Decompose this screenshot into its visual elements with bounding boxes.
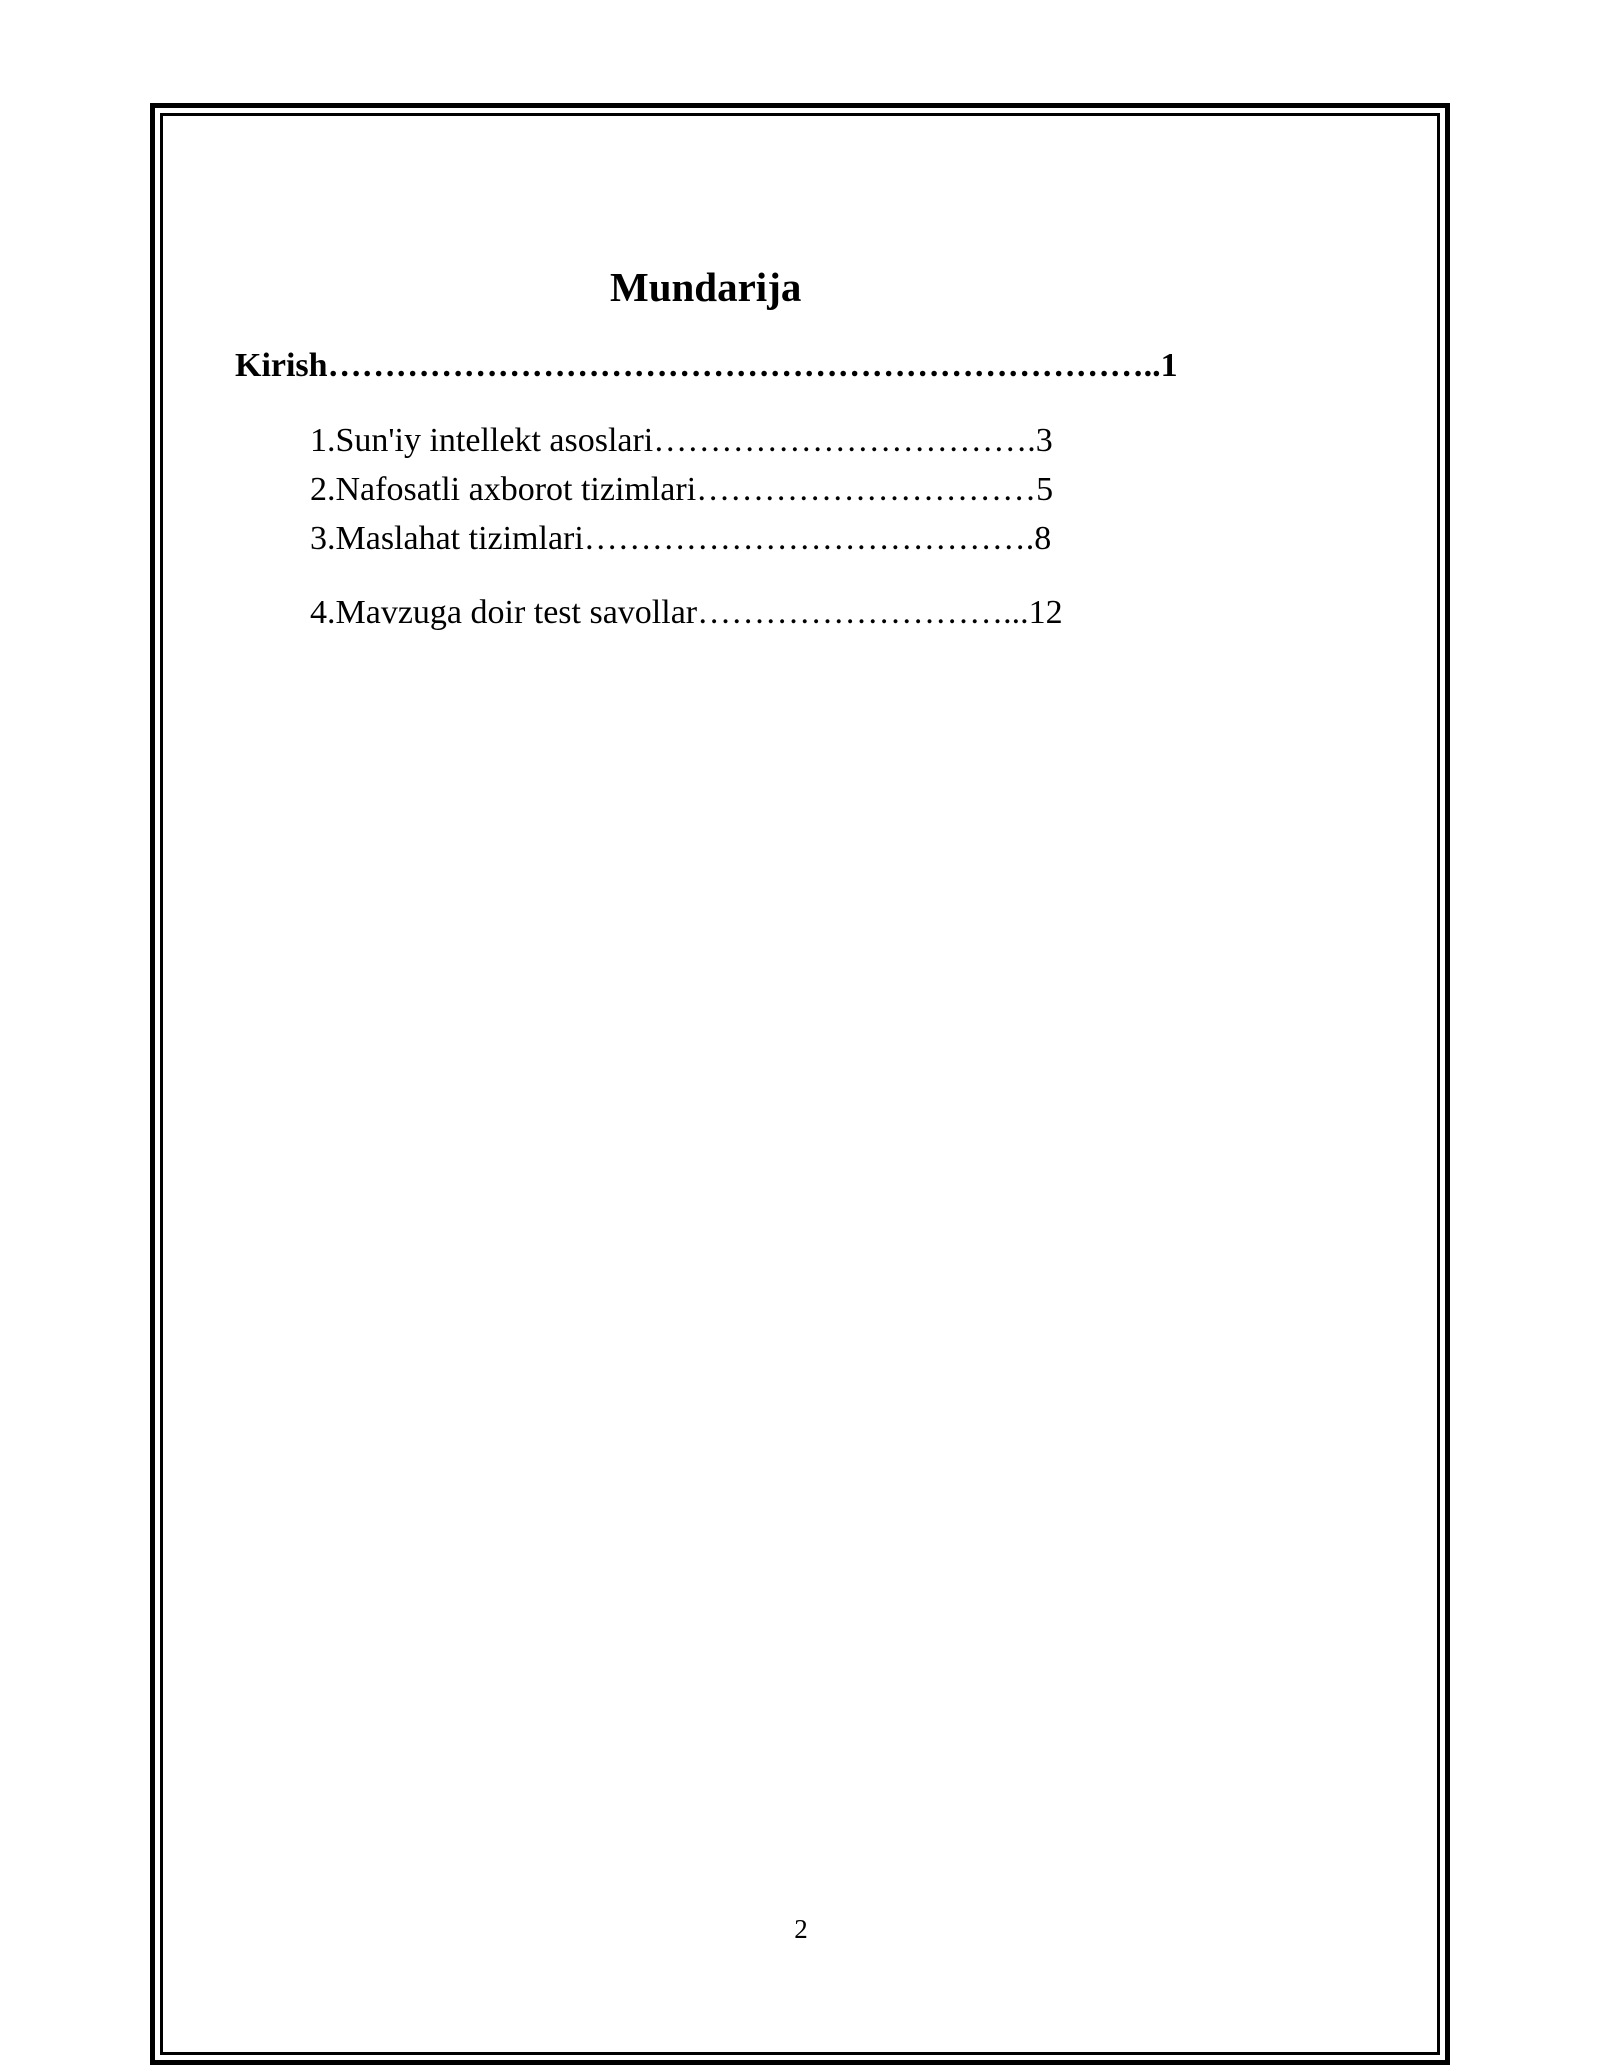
page-border-inner: [160, 113, 1440, 2055]
toc-entry-1: 1.Sun'iy intellekt asoslari…………………………….3: [310, 422, 1053, 459]
toc-entry-3: 3.Maslahat tizimlari………………………………….8: [310, 520, 1052, 557]
toc-entry-2: 2.Nafosatli axborot tizimlari…………………………5: [310, 471, 1054, 508]
page-number: 2: [794, 1914, 808, 1944]
toc-entry-4: 4.Mavzuga doir test savollar………………………...12: [310, 594, 1063, 631]
toc-entry-intro: Kirish………………………………………………………………..1: [235, 347, 1178, 384]
toc-title: Mundarija: [610, 264, 802, 310]
